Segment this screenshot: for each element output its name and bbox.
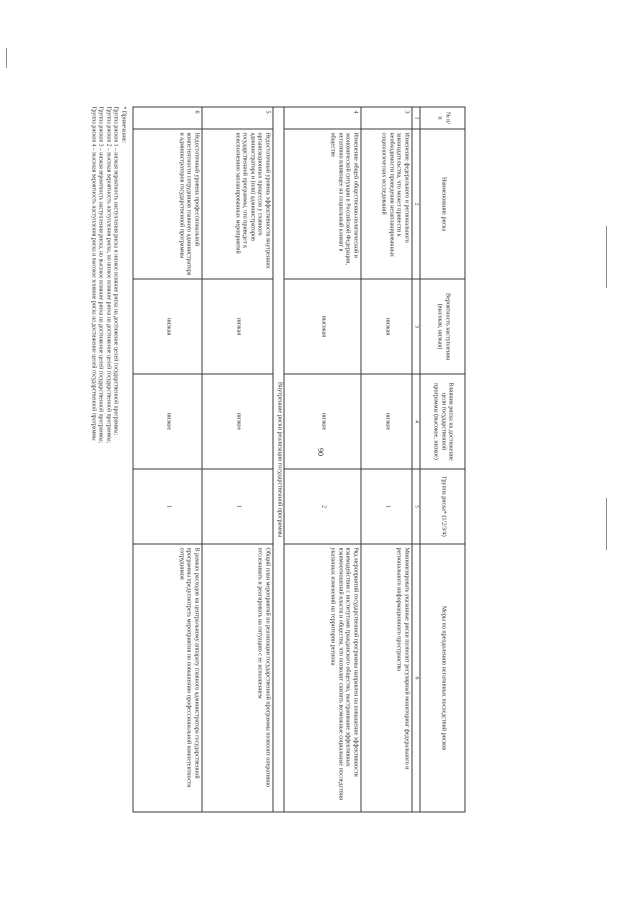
table-row — [133, 107, 202, 812]
risk-impact: низкое — [202, 374, 273, 469]
row-num: 6 — [133, 107, 202, 129]
risk-measures: Минимизировать указанные риски позволит регулярный мониторинг федерального и регионального информационного пространства — [361, 544, 412, 812]
table-row — [284, 107, 361, 812]
risk-impact: низкое — [284, 374, 361, 469]
scan-mark-top — [6, 48, 7, 68]
risk-measures: Ряд мероприятий государственной программы направлен на повышение эффективности взаимодействия с институтами гражданского общества, выстраивание эффективных взаимоотношений власти и общества, что позволит снизить возможные социальные последствия указанных изменений на территории региона — [284, 544, 361, 812]
risk-probability: низкая — [133, 279, 202, 374]
table-header-row — [420, 107, 465, 812]
footnote-line: Группа рисков 4 – высокая вероятность наступления риска и высокое влияние риска на достижение целей государственной программы — [89, 106, 96, 441]
risk-name: Недостаточный уровень эффективности внутренних организационных процессов у главного администратора и (или) администраторов государственной программы, что приведет к неисполнению запланированных мероприятий — [202, 129, 273, 279]
header-impact: Влияния риска на достижение цели государственной программы (высокое, низкое) — [420, 374, 465, 469]
risk-measures: В рамках расходов на центральному аппарату главного администратора государственной программы предусмотреть мероприятия по повышению профессиональной компетентности сотрудников — [133, 544, 202, 812]
footnote-line: Группа рисков 2 – высокая вероятность наступления риска, но низкое влияние риска на достижение целей государственной программы; — [104, 106, 111, 443]
header-num: № п/п — [420, 107, 465, 129]
page-number: 90 — [316, 448, 325, 456]
column-number: 6 — [412, 544, 420, 812]
scan-mark-bottom — [606, 498, 607, 550]
risk-group: 1 — [202, 469, 273, 544]
risk-group: 2 — [284, 469, 361, 544]
row-num: 3 — [361, 107, 412, 129]
risk-name: Недостаточный уровень профессиональной компетентности сотрудников главного администратора и администраторов государственной программы — [133, 129, 202, 279]
header-probability: Вероятность наступления (высокая, низкая) — [420, 279, 465, 374]
risk-group: 1 — [133, 469, 202, 544]
column-number-row — [412, 107, 420, 812]
header-measures: Меры по преодолению негативных последствий рисков — [420, 544, 465, 812]
column-number: 5 — [412, 469, 420, 544]
section-title: Внутренние риски реализации государственной программы — [273, 107, 284, 812]
table-row — [361, 107, 412, 812]
section-row — [273, 107, 284, 812]
scan-mark-middle — [606, 226, 607, 288]
footnotes — [88, 106, 126, 811]
row-num: 4 — [284, 107, 361, 129]
risk-measures: Общий план мероприятий по реализации государственной программы позволит оперативно отслеживать и реагировать на ситуацию с ее исполнением — [202, 544, 273, 812]
column-number: 3 — [412, 279, 420, 374]
risk-impact: низкое — [361, 374, 412, 469]
footnote-line: Группа рисков 3 – низкая вероятность наступления риска, но высокое влияние риска на достижение целей государственной программы; — [97, 106, 104, 443]
column-number: 1 — [412, 107, 420, 129]
header-risk-group: Группа риска* (1/2/3/4) — [420, 469, 465, 544]
rotated-page-content — [89, 106, 465, 811]
risk-name: Изменение федерального и регионального законодательства, что может привести к необходимости проведения незапланированных социологических исследований — [361, 129, 412, 279]
column-number: 2 — [412, 129, 420, 279]
row-num: 5 — [202, 107, 273, 129]
risk-probability: низкая — [202, 279, 273, 374]
header-risk-name: Наименование риска — [420, 129, 465, 279]
footnote-line: Группа рисков 1 – низкая вероятность наступления риска и низкое влияние риска на достижение целей государственной программы; — [112, 106, 119, 435]
risk-group: 1 — [361, 469, 412, 544]
risk-probability: высокая — [284, 279, 361, 374]
risk-table — [132, 106, 465, 812]
footnote-title: * Примечание: — [120, 106, 126, 143]
risk-name: Изменение общей общественно-политической и экономической ситуации в Российской Федерации, негативно влияющее на социальный климат в обществе — [284, 129, 361, 279]
risk-impact: низкое — [133, 374, 202, 469]
column-number: 4 — [412, 374, 420, 469]
table-row — [202, 107, 273, 812]
risk-probability: низкая — [361, 279, 412, 374]
